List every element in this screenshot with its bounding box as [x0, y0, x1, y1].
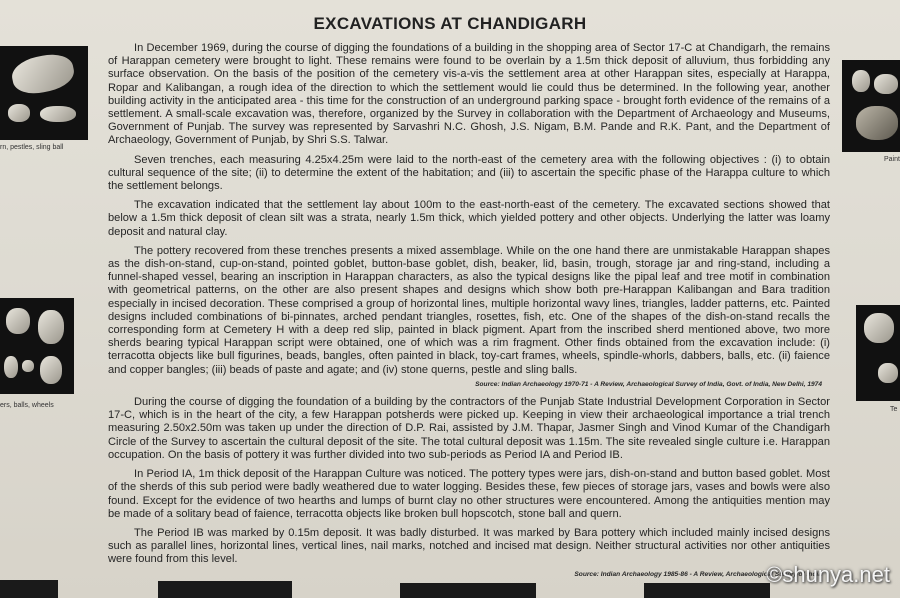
watermark: ©shunya.net — [766, 562, 890, 587]
terracotta-ball — [4, 356, 18, 378]
source-citation-2: Source: Indian Archaeology 1985-86 - A Review, Archaeological Survey of India — [574, 570, 822, 578]
right-middle-artifact-photo — [856, 305, 900, 401]
paragraph-trenches: Seven trenches, each measuring 4.25x4.25m were laid to the north-east of the cemetery area with the following objectives : (i) to obtain cultural sequence of the site; (ii) to determine the extent of the habitation; and (iii) to ascertain the specific phase of the Harappa culture to which the settlement belongs. — [108, 153, 830, 193]
main-text — [108, 42, 830, 586]
painted-sherd — [874, 74, 898, 94]
paragraph-period-ib: The Period IB was marked by 0.15m deposit. It was badly disturbed. It was marked by Bara pottery which included mainly incised designs such as parallel lines, horizontal lines, vertical lines, nail marks, notched and incised mat design. Neither structural activities nor other antiquities were found from this level. — [108, 526, 830, 566]
terracotta-bull — [38, 310, 64, 344]
paragraph-period-ia: In Period IA, 1m thick deposit of the Harappan Culture was noticed. The pottery types were jars, dish-on-stand and button based goblet. Most of the sherds of this sub period were badly weathered due to water logging. Besides these, few pieces of storage jars, vases and bowls were also found. Except for the evidence of two hearths and lumps of burnt clay no other structures were encountered. Among the antiquities mention may be made of a solitary bead of faience, terracotta objects like broken bull hopscotch, stone ball and quern. — [108, 468, 830, 520]
terracotta-object — [864, 313, 894, 343]
paragraph-excavation-findings: The excavation indicated that the settlement lay about 100m to the east-north-east of the cemetery. The excavated sections showed that below a 1.5m thick deposit of clean silt was a strata, nearly 1.5m thick, which yielded pottery and other objects. Underlying the latter was loamy deposit and natural clay. — [108, 199, 830, 238]
left-middle-caption: ers, balls, wheels — [0, 402, 54, 409]
left-top-caption: rn, pestles, sling ball — [0, 144, 64, 151]
right-top-caption: Paint — [884, 156, 900, 163]
paragraph-trial-trench: During the course of digging the foundation of a building by the contractors of the Punjab State Industrial Development Corporation in Sector 17-C, which is in the heart of the city, a few Harappan potsherds were picked up. Keeping in view their archaeological importance a trial trench measuring 2.50x2.50m was taken up under the direction of D.P. Rai, assisted by J.M. Thapar, Jasmer Singh and Vinod Kumar of the Chandigarh Circle of the Survey to ascertain the cultural deposit of the site. The total cultural deposit was 1.15m. The site revealed single culture i.e. Harappan occupation. On the basis of pottery it was further divided into two sub-periods as Period IA and Period IB. — [108, 396, 830, 461]
painted-sherd — [852, 70, 870, 92]
paragraph-discovery: In December 1969, during the course of digging the foundations of a building in the shopping area of Sector 17-C at Chandigarh, the remains of Harappan cemetery were brought to light. These remains were found to be overlain by a 1.5m thick deposit of alluvium, thus forbidding any surface observation. On the basis of the position of the cemetery vis-a-vis the settlement area at other Harappan sites, especially at Harappa, Ropar and Kalibangan, a rough idea of the direction to which the settlement would lie could thus be determined. In the following year, another building activity in the anticipated area - this time for the construction of an underground parking space - brought forth evidence of the remains of a settlement. A small-scale excavation was, therefore, organized by the Survey in collaboration with the Department of Archaeology and Museums, Government of Punjab. The survey was represented by Sarvashri N.C. Ghosh, J.S. Nigam, B.M. Pande and R.K. Pant, and the Department of Archaeology, Government of Punjab, by Shri S.S. Talwar. — [108, 42, 830, 147]
bottom-photo-1 — [0, 580, 58, 598]
terracotta-figurine — [6, 308, 30, 334]
source-citation-1: Source: Indian Archaeology 1970-71 - A Review, Archaeological Survey of India, Govt. of India, New Delhi, 1974 — [475, 380, 822, 388]
painted-pot-fragment — [856, 106, 898, 140]
pestle-stone — [9, 50, 77, 98]
right-top-artifact-photo — [842, 60, 900, 152]
terracotta-dabber — [40, 356, 62, 384]
quern-fragment — [40, 106, 76, 122]
paragraph-pottery: The pottery recovered from these trenches presents a mixed assemblage. While on the one hand there are unmistakable Harappan shapes as the dish-on-stand, cup-on-stand, pointed goblet, button-base goblet, dish, beaker, lid, basin, trough, storage jar and ring-stand, including a funnel-shaped vessel, bearing an inscription in Harappan characters, as also the typical designs like the pipal leaf and tree motif in combination with geometrical patterns, on the other are also present shapes and designs which show both pre-Harappan Kalibangan and Bara tradition especially in incised decoration. These comprised a group of horizontal lines, multiple horizontal wavy lines, triangles, ladder patterns, etc. Painted designs included combinations of bi-pinnates, arched pendant triangles, rosettes, fish, etc. One of the shapes of the dish-on-stand recalls the corresponding form at Cemetery H with a deep red slip, painted in black pigment. Apart from the inscribed sherd mentioned above, two more sherds bearing typical Harappan script were obtained, one of which was a rim fragment. Other finds obtained from the excavation include: (i) terracotta objects like bull figurines, beads, bangles, often painted in black, toy-cart frames, wheels, spindle-whorls, dabbers, balls, etc. (ii) faience and copper bangles; (iii) beads of paste and agate; and (iv) stone querns, pestle and sling balls. — [108, 244, 830, 376]
terracotta-object — [878, 363, 898, 383]
board-title: EXCAVATIONS AT CHANDIGARH — [313, 14, 587, 33]
sling-ball — [8, 104, 30, 122]
right-middle-caption: Te — [890, 406, 898, 413]
left-middle-artifact-photo — [0, 298, 74, 394]
left-top-artifact-photo — [0, 46, 88, 140]
terracotta-wheel — [22, 360, 34, 372]
